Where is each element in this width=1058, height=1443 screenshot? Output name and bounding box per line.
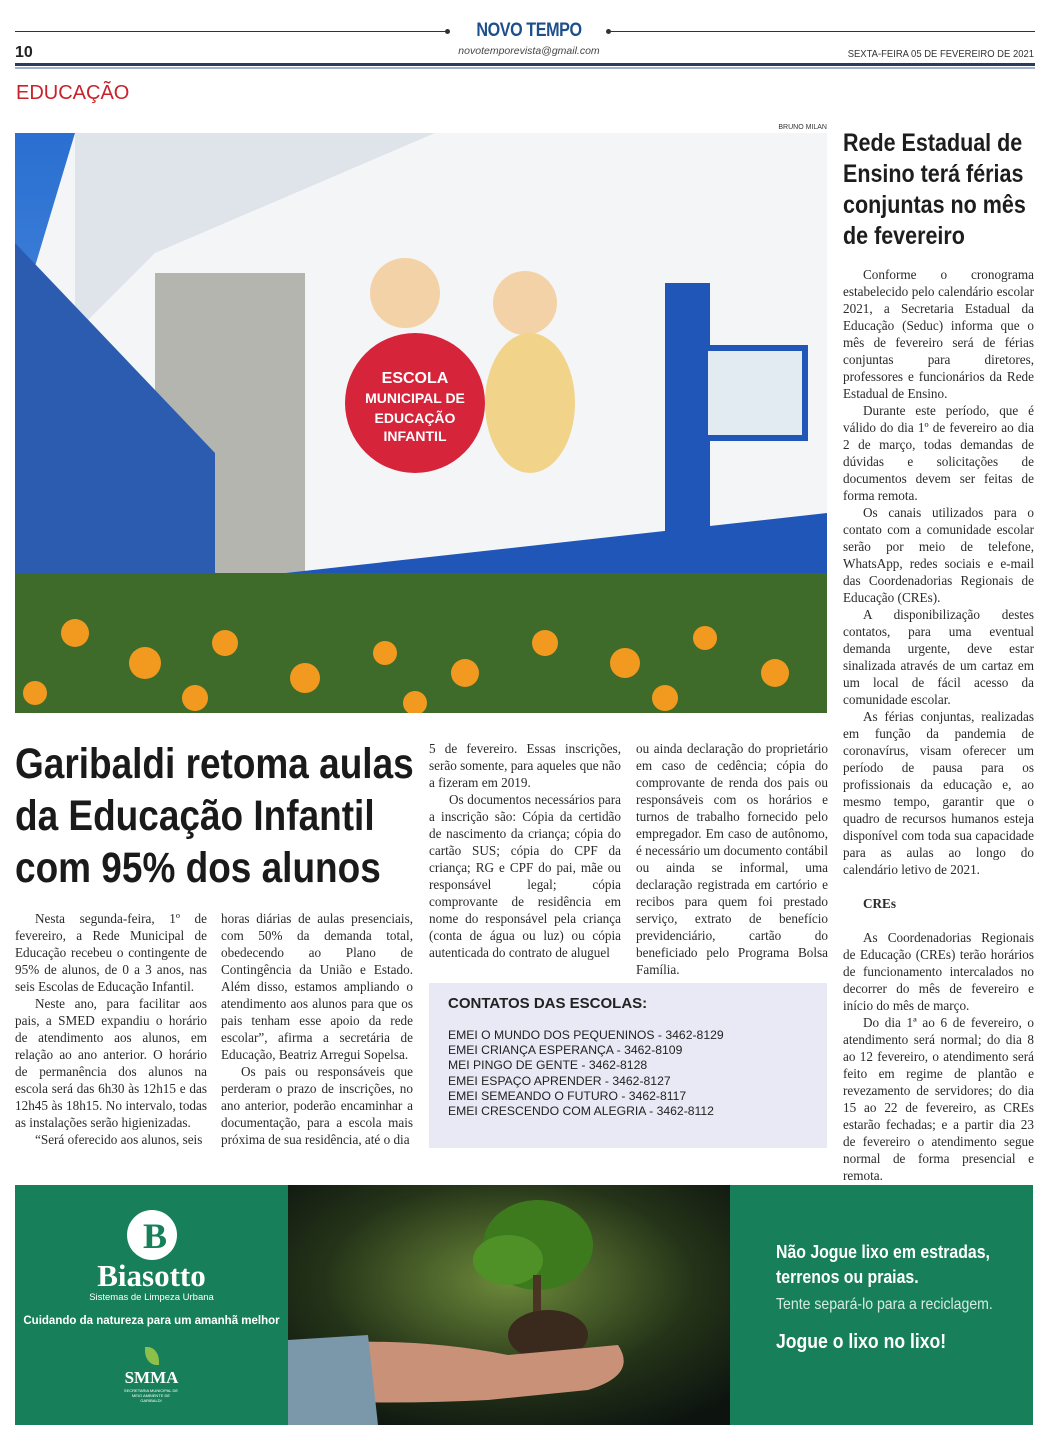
paragraph: As férias conjuntas, realizadas em função da pandemia de coronavírus, visam oferecer um período de pausa para os profissionais da educação e, ao mesmo tempo, garantir que o quadro de recursos humanos esteja disponível com toda sua capacidade para as aulas ao longo do calendário letivo de 2021. [843,709,1034,877]
paragraph: Durante este período, que é válido do dia 1º de fevereiro ao dia 2 de março, todas demandas de dúvidas e solicitações de documentos devem ser feitas de forma remota. [843,403,1034,503]
paragraph: “Será oferecido aos alunos, seis [35,1132,203,1147]
ad-tagline: Cuidando da natureza para um amanhã melhor [23,1315,280,1327]
header-rule [15,67,1035,69]
paragraph: As Coordenadorias Regionais de Educação (CREs) terão horários de funcionamento intercalados no decorrer do mês de fevereiro e início do mês de março. [843,930,1034,1013]
smma-sub: SECRETARIA MUNICIPAL DE MEIO AMBIENTE DE GARIBALDI [123,1388,179,1403]
newspaper-brand: NOVO TEMPO [476,20,582,41]
paragraph: 5 de fevereiro. Essas inscrições, serão somente, para aqueles que não a fizeram em 2019. [429,741,621,790]
paragraph: Os pais ou responsáveis que perderam o prazo de inscrições, no ano anterior, poderão encaminhar a documentação, para a escola mais próxima de sua residência, até o dia [221,1064,413,1147]
sign-text: ESCOLA [381,370,449,387]
contact-item: EMEI CRIANÇA ESPERANÇA - 3462-8109 [448,1043,683,1058]
svg-text:INFANTIL: INFANTIL [383,428,447,444]
contacts-title: CONTATOS DAS ESCOLAS: [448,995,648,1012]
contact-item: EMEI SEMEANDO O FUTURO - 3462-8117 [448,1088,687,1103]
newspaper-email[interactable]: novotemporevista@gmail.com [458,45,600,57]
ad-brand-sub: Sistemas de Limpeza Urbana [89,1292,214,1303]
svg-text:EDUCAÇÃO: EDUCAÇÃO [374,410,456,426]
leaf-icon [145,1347,159,1365]
article-column-2 [221,910,413,1148]
contact-item: MEI PINGO DE GENTE - 3462-8128 [448,1058,648,1073]
side-article-subhead: CREs [863,896,896,911]
article-column-1 [15,910,207,1148]
paragraph: Do dia 1ª ao 6 de fevereiro, o atendimento será normal; do dia 8 ao 12 fevereiro, o atendimento será feito em regime de plantão e revezamento de servidores; do dia 15 ao 22 de fevereiro, as CREs estarão fechadas; e a partir dia 23 de fevereiro o atendimento segue normal de forma presencial e remota. [843,1015,1034,1183]
paragraph: Nesta segunda-feira, 1º de fevereiro, a Rede Municipal de Educação recebeu o contingente de 95% de alunos, de 0 a 3 anos, nas seis Escolas de Educação Infantil. [15,911,207,994]
paragraph: Os canais utilizados para o contato com a comunidade escolar serão por meio de telefone, WhatsApp, redes sociais e e-mail das Coordenadorias Regionais de Educação (CREs). [843,505,1034,605]
side-article-body [843,266,1034,1184]
side-article-headline: Rede Estadual de Ensino terá férias conjuntas no mês de fevereiro [843,129,1026,250]
ad-brand: Biasotto [97,1258,206,1293]
paragraph: horas diárias de aulas presenciais, com 50% da demanda total, obedecendo ao Plano de Contingência da União e Estado. Além disso, estamos ampliando o atendimento aos alunos para que os pais tenham esse apoio da rede escolar”, afirma a secretária de Educação, Beatriz Arregui Sopelsa. [221,911,413,1062]
page-number: 10 [15,44,33,61]
school-photo [15,133,827,713]
contact-item: EMEI CRESCENDO COM ALEGRIA - 3462-8112 [448,1104,714,1119]
contact-item: EMEI ESPAÇO APRENDER - 3462-8127 [448,1073,671,1088]
paragraph: A disponibilização destes contatos, para uma eventual demanda urgente, deve estar sinalizada através de um cartaz em um local de fácil acesso da comunidade escolar. [843,607,1034,707]
smma-logo: SMMA [124,1368,179,1387]
biasotto-logo-icon: B [127,1210,177,1260]
school-contacts-box [429,983,827,1148]
tree-in-hands-photo [288,1185,730,1425]
ad-message-3: Jogue o lixo no lixo! [776,1331,947,1353]
paragraph: ou ainda declaração do proprietário em caso de cedência; cópia do comprovante de renda dos pais ou responsáveis com os horários e turnos de trabalho fornecido pelo empregador. Em caso de autônomo, é necessário um documento contábil ou ainda se informal, uma declaração registrada em cartório e recibos para quem foi prestado serviço, extrato de benefício previdenciário, cartão do beneficiado pelo Programa Bolsa Família. [636,741,828,977]
contact-item: EMEI O MUNDO DOS PEQUENINOS - 3462-8129 [448,1028,724,1042]
paragraph: Neste ano, para facilitar aos pais, a SMED expandiu o horário de atendimento aos alunos, em relação ao ano anterior. O horário de permanência dos alunos na escola será das 6h30 às 12h15 e das 12h45 às 18h15. No intervalo, todas as instalações serão higienizadas. [15,996,207,1130]
paragraph: Os documentos necessários para a inscrição são: Cópia da certidão de nascimento da criança; cópia do cartão SUS; cópia do CPF da criança; RG e CPF do pai, mãe ou responsável legal; cópia comprovante de residência em nome do responsável pela criança (conta de água ou luz) ou cópia autenticada do contrato de aluguel [429,792,621,960]
issue-date: SEXTA-FEIRA 05 DE FEVEREIRO DE 2021 [847,48,1034,60]
main-headline: Garibaldi retoma aulas da Educação Infantil com 95% dos alunos [15,740,414,892]
article-column-3 [429,740,621,961]
paragraph: Conforme o cronograma estabelecido pelo calendário escolar 2021, a Secretaria Estadual da Educação (Seduc) informa que o mês de fevereiro será de férias conjuntas para diretores, professores e funcionários da Rede Estadual de Ensino. [843,267,1034,401]
section-title: EDUCAÇÃO [16,82,130,104]
article-column-4 [636,740,828,978]
photo-credit: BRUNO MILAN [778,124,827,131]
ad-message-2: Tente separá-lo para a reciclagem. [776,1296,993,1313]
header-rule [15,63,1035,66]
svg-text:MUNICIPAL DE: MUNICIPAL DE [365,390,465,406]
advertisement-banner[interactable] [15,1185,1033,1425]
ad-message-1: Não Jogue lixo em estradas, terrenos ou praias. [776,1242,990,1287]
